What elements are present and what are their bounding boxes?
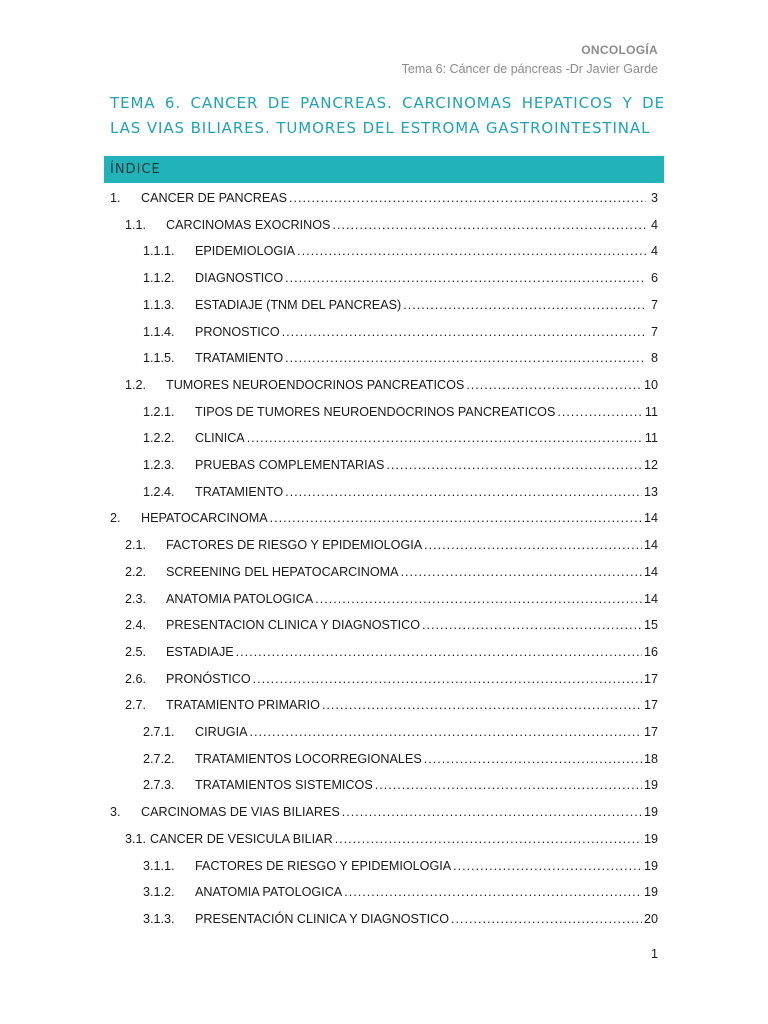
toc-entry-page: 13 [643,484,658,499]
toc-entry[interactable] [125,554,658,580]
page-number: 1 [650,947,658,961]
toc-dot-leader [297,243,646,259]
toc-entry-number: 3. [110,805,121,820]
toc-entry-page: 14 [643,538,658,553]
toc-entry-number: 1.2.3. [143,458,175,472]
toc-entry-page: 7 [650,297,658,312]
toc-entry-page: 12 [643,458,658,472]
toc-entry-number: 1.1.2. [143,271,175,286]
toc-entry[interactable] [143,260,658,286]
toc-dot-leader [285,350,646,366]
toc-entry-label: CARCINOMAS EXOCRINOS [166,217,331,232]
toc-dot-leader [424,751,642,767]
toc-entry-page: 19 [643,778,658,793]
toc-dot-leader [344,884,642,900]
toc-entry-label: HEPATOCARCINOMA [141,511,268,526]
toc-entry[interactable] [125,661,658,687]
toc-entry[interactable] [125,687,658,713]
toc-dot-leader [557,404,643,420]
toc-entry-number: 2.4. [125,618,147,633]
toc-dot-leader [270,510,642,526]
toc-entry-label: EPIDEMIOLOGIA [195,244,296,259]
toc-entry[interactable] [143,287,658,313]
toc-entry-page: 8 [650,351,658,366]
toc-entry[interactable] [125,527,658,553]
toc-entry[interactable] [143,420,658,446]
toc-entry-page: 17 [643,671,658,686]
toc-entry-label: TUMORES NEUROENDOCRINOS PANCREATICOS [166,377,465,392]
toc-dot-leader [401,564,642,580]
toc-entry-number: 2.3. [125,591,147,606]
toc-entry-number: 2.6. [125,671,147,686]
toc-dot-leader [453,858,642,874]
toc-entry-label: ANATOMIA PATOLOGICA [195,885,343,900]
toc-entry-label: ESTADIAJE [166,644,234,659]
toc-entry-page: 11 [644,431,658,446]
toc-entry-number: 1.1.3. [143,297,175,312]
toc-entry-label: FACTORES DE RIESGO Y EPIDEMIOLOGIA [195,858,452,873]
toc-entry[interactable] [125,581,658,607]
toc-entry-label: PRONOSTICO [195,324,280,339]
toc-dot-leader [247,430,643,446]
toc-entry-page: 6 [650,271,658,286]
toc-dot-leader [249,724,642,740]
toc-dot-leader [451,911,642,927]
toc-entry-page: 17 [643,698,658,713]
toc-entry[interactable] [143,901,658,927]
toc-entry-number: 1.2. [125,377,147,392]
toc-dot-leader [236,644,642,660]
toc-entry-page: 19 [643,858,658,873]
toc-entry-label: FACTORES DE RIESGO Y EPIDEMIOLOGIA [166,538,423,553]
toc-entry[interactable] [143,767,658,793]
toc-entry-label: PRONÓSTICO [166,671,251,686]
header-subject: ONCOLOGÍA [581,43,658,57]
toc-entry-number: 1.1.4. [143,324,175,339]
toc-dot-leader [422,617,642,633]
document-title: TEMA 6. CANCER DE PANCREAS. CARCINOMAS HEPATICOS Y DE LAS VIAS BILIARES. TUMORES DEL ESTROMA GASTROINTESTINAL [110,94,665,137]
toc-entry-page: 14 [643,591,658,606]
toc-entry-number: 1.1.1. [143,244,175,259]
toc-entry[interactable] [125,207,658,233]
toc-entry-label: TRATAMIENTO [195,484,284,499]
toc-entry-label: CARCINOMAS DE VIAS BILIARES [141,805,340,820]
toc-entry[interactable] [125,634,658,660]
toc-entry-number: 2.7.2. [143,751,175,766]
toc-entry-label: TRATAMIENTOS LOCORREGIONALES [195,751,422,766]
toc-entry-number: 1.2.2. [143,431,175,446]
toc-entry-label: TRATAMIENTO PRIMARIO [166,698,320,713]
toc-entry-page: 17 [643,725,658,739]
toc-entry-label: TIPOS DE TUMORES NEUROENDOCRINOS PANCREATICOS [195,404,556,419]
toc-dot-leader [403,297,646,313]
toc-entry[interactable] [143,848,658,874]
toc-entry-page: 15 [643,618,658,633]
index-heading-bar [104,156,664,183]
toc-entry-number: 2.1. [125,538,147,553]
toc-entry[interactable] [125,607,658,633]
header-subtitle: Tema 6: Cáncer de páncreas -Dr Javier Garde [401,62,658,76]
toc-dot-leader [282,324,646,340]
toc-dot-leader [289,190,646,206]
toc-entry-page: 4 [650,217,658,232]
toc-entry-label: SCREENING DEL HEPATOCARCINOMA [166,564,399,579]
index-heading: ÍNDICE [110,162,161,177]
toc-entry[interactable] [110,794,658,820]
toc-entry-number: 1.2.4. [143,484,175,499]
toc-entry-page: 14 [643,564,658,579]
toc-entry-number: 2.7.3. [143,778,175,793]
toc-entry-page: 14 [643,511,658,526]
toc-entry-label: TRATAMIENTO [195,351,284,366]
toc-entry-label: PRESENTACIÓN CLINICA Y DIAGNOSTICO [195,911,450,926]
toc-entry[interactable] [143,741,658,767]
toc-entry-label: ANATOMIA PATOLOGICA [166,591,314,606]
toc-dot-leader [253,671,642,687]
toc-entry-number: 1. [110,191,121,205]
toc-entry-page: 16 [643,644,658,659]
toc-entry[interactable] [143,714,658,740]
toc-entry[interactable] [125,367,658,393]
toc-dot-leader [386,457,642,473]
toc-dot-leader [424,537,642,553]
toc-entry-label: PRUEBAS COMPLEMENTARIAS [195,458,385,472]
toc-entry-label: CIRUGIA [195,725,248,739]
toc-entry-number: 3.1. [125,831,147,846]
toc-entry-page: 3 [650,191,658,205]
toc-entry-number: 3.1.1. [143,858,175,873]
toc-entry-number: 2.5. [125,644,147,659]
toc-entry-number: 3.1.2. [143,885,175,900]
toc-entry-number: 2.7.1. [143,725,175,739]
toc-dot-leader [342,804,642,820]
toc-entry[interactable] [110,500,658,526]
toc-entry-label: TRATAMIENTOS SISTEMICOS [195,778,373,793]
toc-dot-leader [332,217,646,233]
toc-entry-page: 19 [643,805,658,820]
toc-entry-label: PRESENTACION CLINICA Y DIAGNOSTICO [166,618,421,633]
toc-entry-number: 1.2.1. [143,404,175,419]
toc-entry[interactable] [143,233,658,259]
toc-entry[interactable] [143,314,658,340]
toc-entry-page: 19 [643,831,658,846]
toc-entry-number: 2.7. [125,698,147,713]
toc-entry-label: CANCER DE PANCREAS [141,191,288,205]
toc-entry-label: CANCER DE VESICULA BILIAR [150,831,333,846]
toc-entry-number: 1.1.5. [143,351,175,366]
toc-dot-leader [466,377,642,393]
toc-entry-page: 7 [650,324,658,339]
toc-entry-page: 10 [643,377,658,392]
toc-dot-leader [285,484,642,500]
toc-entry[interactable] [143,874,658,900]
toc-entry-number: 3.1.3. [143,911,175,926]
toc-entry[interactable] [143,340,658,366]
toc-entry[interactable] [125,821,658,847]
toc-entry-page: 20 [643,911,658,926]
toc-entry[interactable] [110,180,658,206]
toc-entry-page: 11 [644,404,658,419]
toc-entry-label: CLINICA [195,431,245,446]
toc-entry[interactable] [143,474,658,500]
toc-entry-label: DIAGNOSTICO [195,271,284,286]
toc-entry[interactable] [143,394,658,420]
page-header [402,42,658,78]
toc-dot-leader [335,831,642,847]
toc-entry-label: ESTADIAJE (TNM DEL PANCREAS) [195,297,402,312]
toc-entry-number: 2. [110,511,121,526]
toc-entry-page: 18 [643,751,658,766]
toc-entry-number: 1.1. [125,217,147,232]
toc-entry-page: 19 [643,885,658,900]
toc-dot-leader [315,591,642,607]
toc-dot-leader [285,270,646,286]
toc-entry[interactable] [143,447,658,473]
toc-dot-leader [375,777,642,793]
toc-entry-page: 4 [650,244,658,259]
toc-entry-number: 2.2. [125,564,147,579]
toc-dot-leader [322,697,642,713]
